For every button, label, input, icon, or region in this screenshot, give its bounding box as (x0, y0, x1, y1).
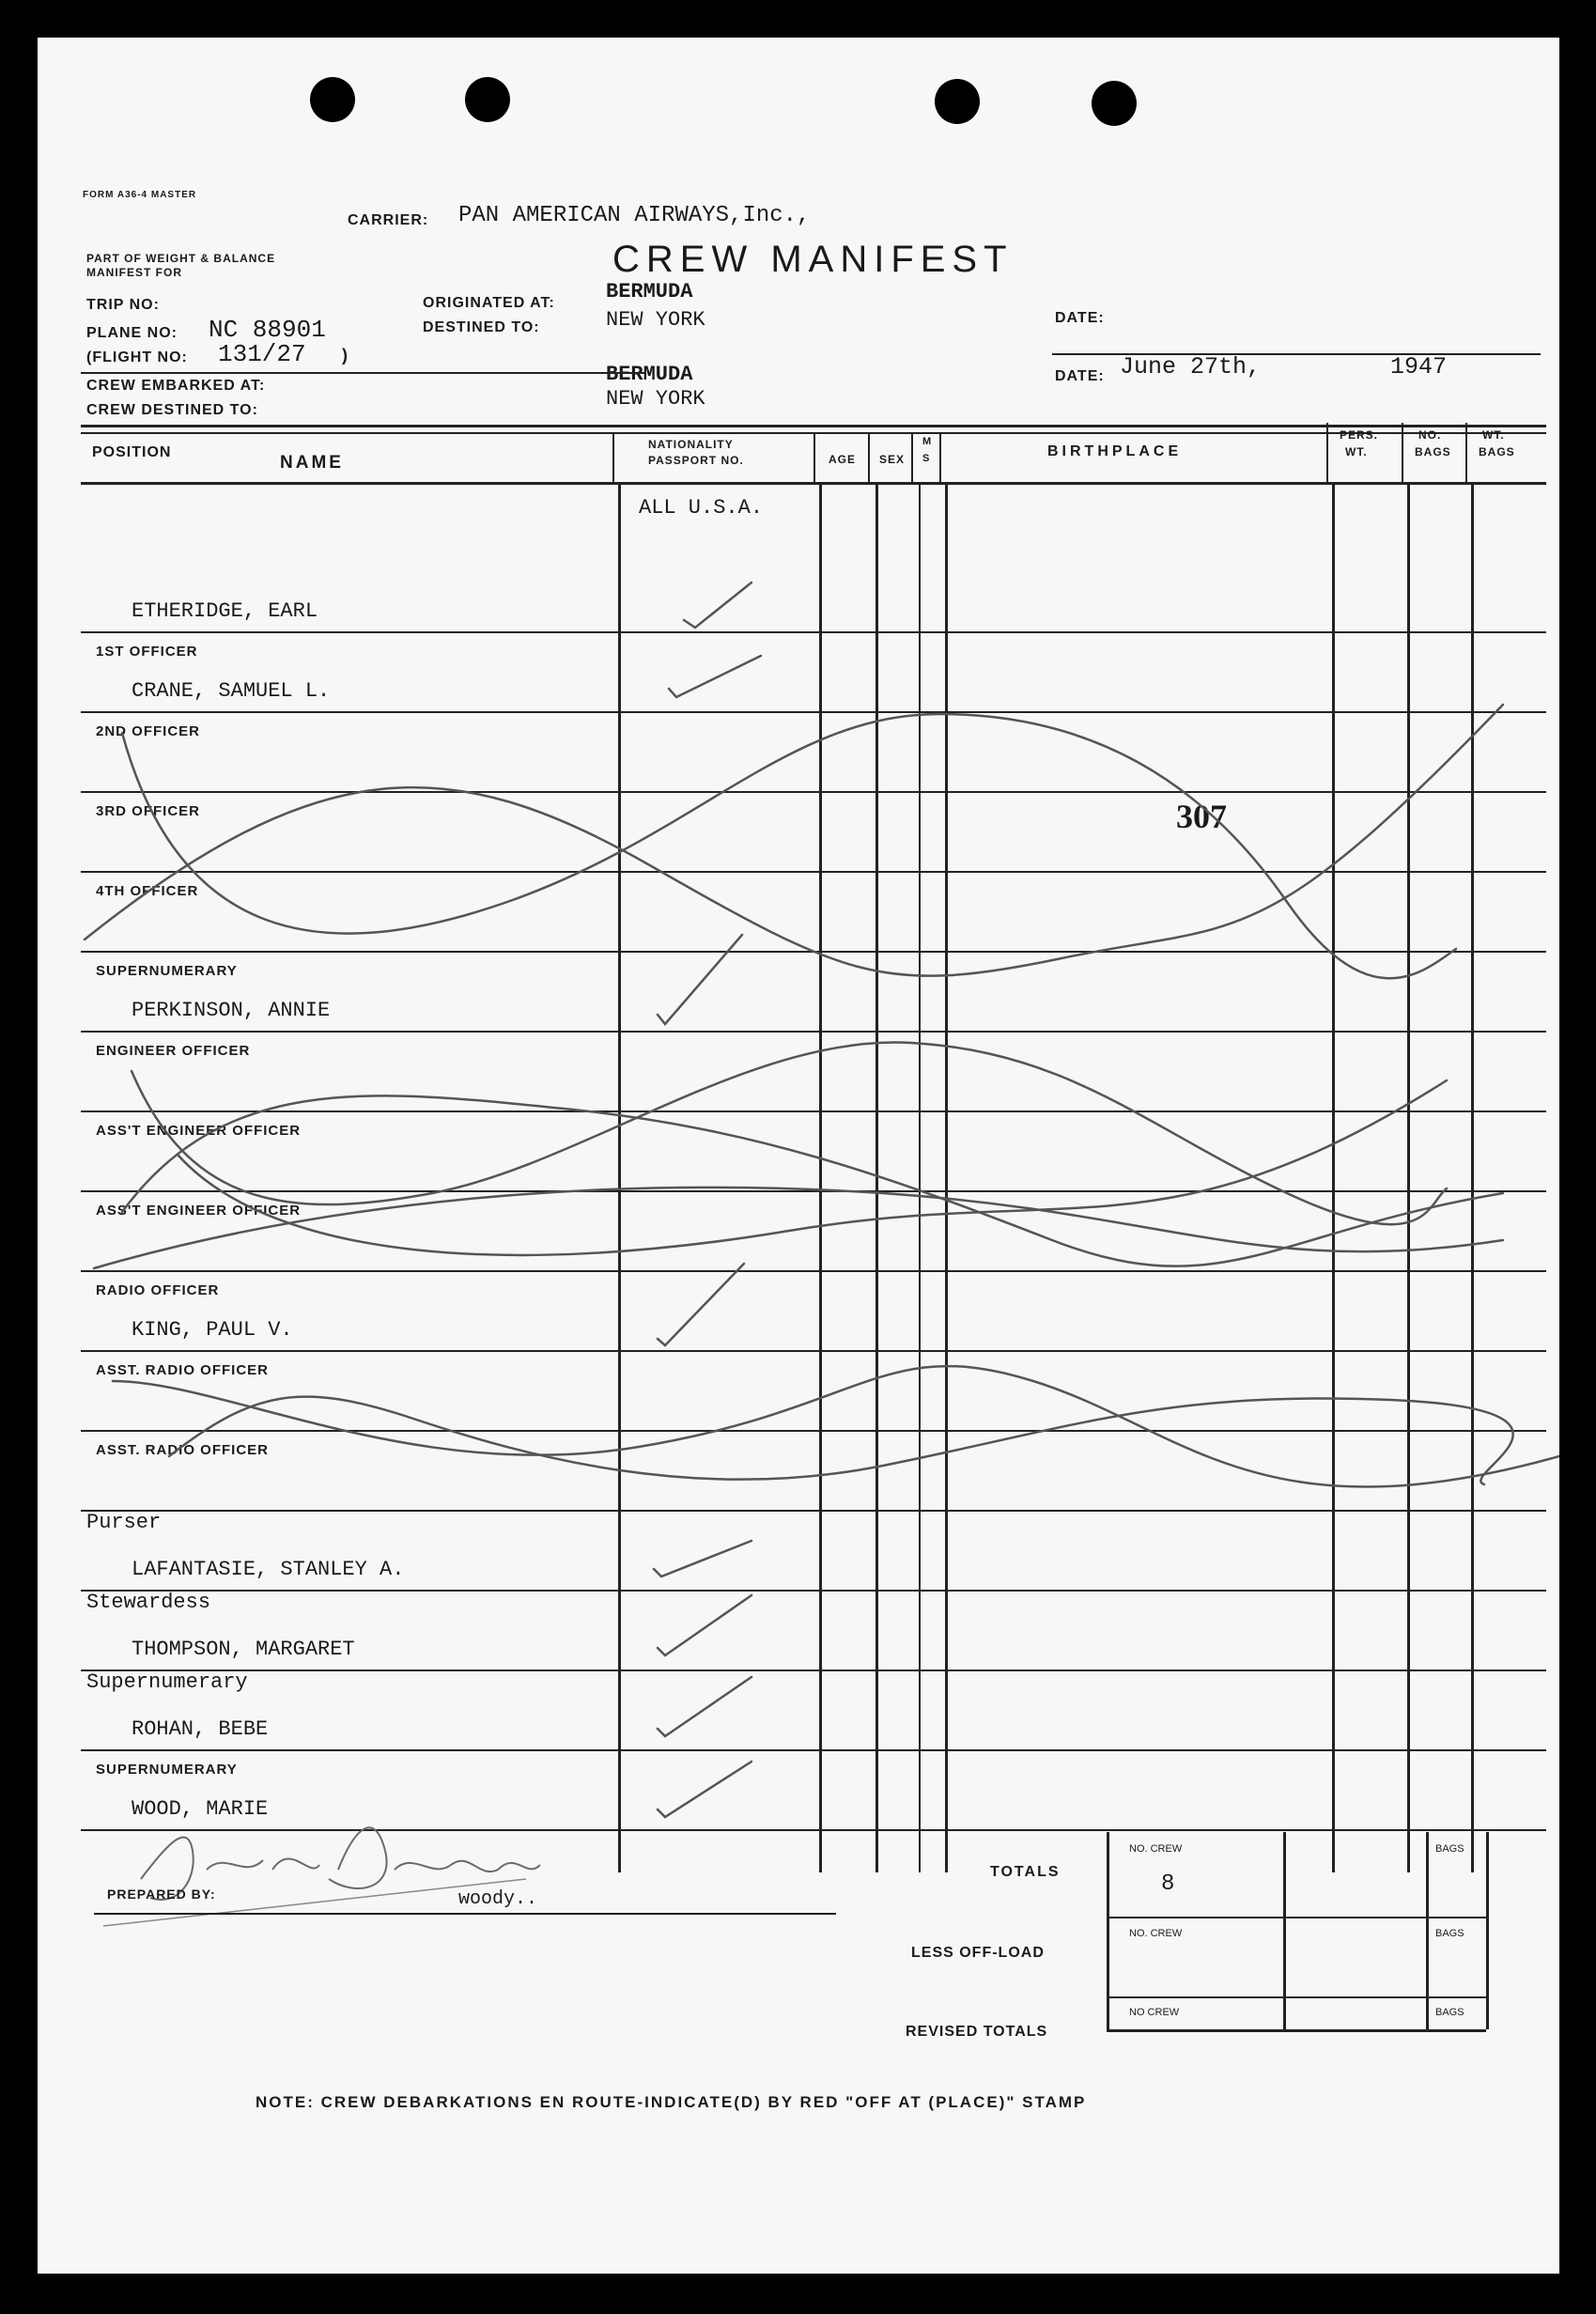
row-position: 4TH OFFICER (96, 883, 199, 899)
flight-no-value: 131/27 (218, 340, 306, 368)
col-m: M (922, 436, 933, 447)
totals-bags-label: BAGS (1435, 1843, 1464, 1855)
manifest-for-label: MANIFEST FOR (86, 266, 182, 279)
crew-embarked-value: BERMUDA (606, 363, 693, 386)
check-mark (669, 656, 761, 697)
col-pers: PERS. (1340, 428, 1379, 442)
flight-no-close: ) (342, 346, 349, 365)
col-nationality: NATIONALITY (648, 438, 734, 451)
revised-bags-label: BAGS (1435, 2007, 1464, 2018)
col-pers-wt: WT. (1345, 445, 1368, 458)
crew-name: LAFANTASIE, STANLEY A. (132, 1558, 405, 1581)
row-position: ASST. RADIO OFFICER (96, 1362, 270, 1378)
row-position: 2ND OFFICER (96, 723, 201, 739)
check-mark (658, 935, 742, 1024)
crew-name: THOMPSON, MARGARET (132, 1638, 355, 1661)
check-mark (658, 1595, 752, 1655)
date2-value: June 27th, (1120, 353, 1262, 380)
date2-label: DATE: (1055, 368, 1105, 384)
page-title: CREW MANIFEST (612, 239, 1014, 280)
year-value: 1947 (1390, 353, 1448, 380)
row-position: ENGINEER OFFICER (96, 1043, 251, 1059)
date-label: DATE: (1055, 310, 1105, 326)
row-position: ASS'T ENGINEER OFFICER (96, 1123, 302, 1139)
strike-through-mark (169, 1397, 1513, 1484)
crew-name: ETHERIDGE, EARL (132, 599, 318, 623)
originated-value: BERMUDA (606, 280, 693, 303)
check-mark (654, 1541, 752, 1576)
destined-value: NEW YORK (606, 308, 705, 332)
trip-no-label: TRIP NO: (86, 297, 160, 313)
row-position: ASS'T ENGINEER OFFICER (96, 1203, 302, 1219)
col-position: POSITION (92, 444, 172, 460)
carrier-value: PAN AMERICAN AIRWAYS,Inc., (458, 203, 811, 228)
col-s: S (922, 453, 931, 464)
revised-crew-label: NO CREW (1129, 2007, 1180, 2018)
col-birthplace: BIRTHPLACE (1047, 443, 1183, 459)
footer-note: NOTE: CREW DEBARKATIONS EN ROUTE-INDICATE(D) BY RED "OFF AT (PLACE)" STAMP (256, 2093, 1087, 2111)
strike-through-mark (122, 1095, 1503, 1266)
check-mark (658, 1677, 752, 1736)
crew-destined-label: CREW DESTINED TO: (86, 402, 258, 418)
totals-crew-label: NO. CREW (1129, 1843, 1183, 1855)
crew-destined-value: NEW YORK (606, 387, 705, 411)
prepared-by-label: PREPARED BY: (107, 1887, 216, 1902)
crew-name: CRANE, SAMUEL L. (132, 679, 331, 703)
check-mark (658, 1264, 744, 1345)
row-position: Supernumerary (86, 1670, 248, 1694)
check-mark (684, 582, 752, 628)
strike-through-mark (85, 705, 1503, 976)
crew-name: WOOD, MARIE (132, 1797, 269, 1821)
pencil-marks (38, 38, 1559, 2274)
form-number: FORM A36-4 MASTER (83, 190, 197, 200)
strike-through-mark (132, 1042, 1447, 1224)
originated-label: ORIGINATED AT: (423, 295, 555, 311)
row-position: SUPERNUMERARY (96, 963, 238, 979)
crew-name: KING, PAUL V. (132, 1318, 293, 1342)
plane-no-label: PLANE NO: (86, 325, 178, 341)
prepared-by-value: woody.. (458, 1888, 538, 1910)
check-mark (658, 1762, 752, 1817)
offload-bags-label: BAGS (1435, 1928, 1464, 1939)
strike-through-mark (113, 1366, 1559, 1486)
totals-label: TOTALS (990, 1864, 1061, 1880)
col-wt: WT. (1482, 428, 1505, 442)
row-position: Purser (86, 1511, 162, 1534)
part-of-label: PART OF WEIGHT & BALANCE (86, 252, 276, 265)
row-position: ASST. RADIO OFFICER (96, 1442, 270, 1458)
nationality-all: ALL U.S.A. (639, 496, 764, 520)
row-position: RADIO OFFICER (96, 1282, 220, 1298)
col-age: AGE (829, 453, 857, 466)
col-sex: SEX (879, 453, 906, 466)
row-position: 3RD OFFICER (96, 803, 201, 819)
col-no: NO. (1418, 428, 1442, 442)
strike-through-mark (178, 1080, 1447, 1255)
crew-name: ROHAN, BEBE (132, 1717, 269, 1741)
col-passport: PASSPORT NO. (648, 454, 744, 467)
totals-crew-value: 8 (1161, 1871, 1175, 1897)
strike-through-mark (122, 714, 1456, 978)
col-wt-bags: BAGS (1479, 445, 1515, 458)
flight-no-label: (FLIGHT NO: (86, 349, 188, 365)
carrier-label: CARRIER: (348, 212, 429, 228)
crew-embarked-label: CREW EMBARKED AT: (86, 378, 266, 394)
row-position: SUPERNUMERARY (96, 1762, 238, 1778)
stamp-number: 307 (1176, 798, 1227, 835)
offload-crew-label: NO. CREW (1129, 1928, 1183, 1939)
less-offload-label: LESS OFF-LOAD (911, 1945, 1045, 1961)
manifest-page (38, 38, 1559, 2274)
revised-totals-label: REVISED TOTALS (906, 2024, 1048, 2040)
crew-name: PERKINSON, ANNIE (132, 999, 331, 1022)
col-name: NAME (280, 453, 344, 473)
row-position: Stewardess (86, 1591, 211, 1614)
row-position: 1ST OFFICER (96, 644, 198, 660)
plane-no-value: NC 88901 (209, 316, 326, 344)
destined-label: DESTINED TO: (423, 319, 540, 335)
col-no-bags: BAGS (1415, 445, 1451, 458)
